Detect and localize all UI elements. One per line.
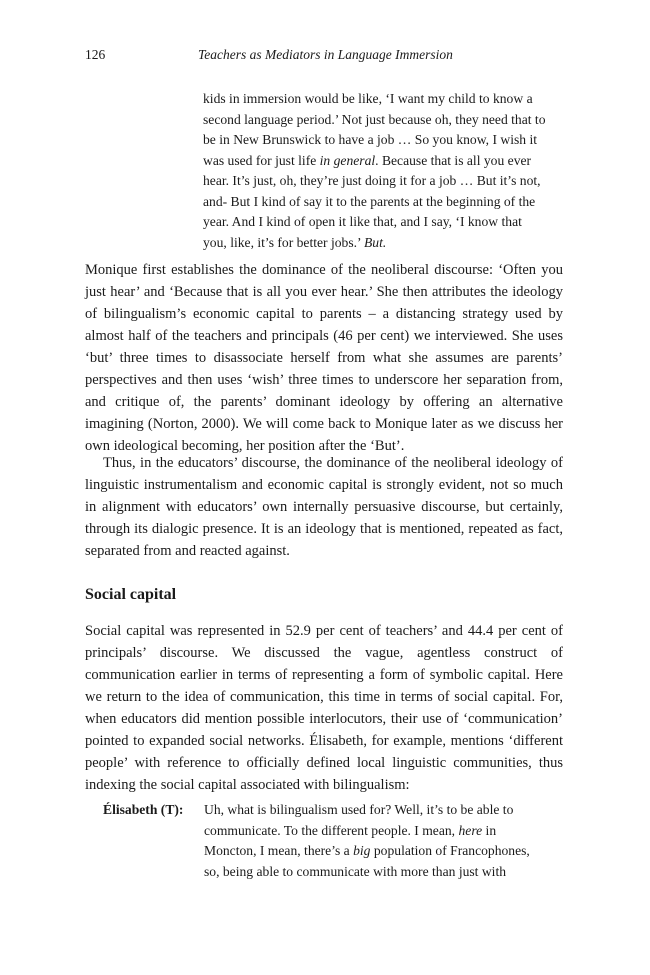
paragraph-text: Monique first establishes the dominance of the neoliberal discourse: ‘Often you just hear’ and ‘Because that is all you ever hear.’ She then attributes the ideology of bilingualism’s economic capital to parents – a distancing strategy used by almost half of the teachers and principals (46 per cent) we interviewed. She uses ‘but’ three times to disassociate herself from what she assumes are parents’ perspectives and then uses ‘wish’ three times to underscore her separation from, and critique of, the parents’ dominant ideology by offering an alternative imagining (Norton, 2000). We will come back to Monique later as we discuss her own ideological becoming, her position after the ‘But’. [85,262,563,454]
quote-text-part: kids in immersion would be like, ‘I want my child to know a second language period.’ Not just because oh, they need that to be in New Brunswick to have a job … So you know, I wish it was used for just life [203,91,546,168]
section-paragraph [85,620,563,796]
section-heading: Social capital [85,586,177,603]
running-title: Teachers as Mediators in Language Immersion [198,47,453,62]
quote-emphasis: in general [319,152,376,168]
utterance-part: in Moncton, I mean, there’s a [204,822,497,858]
page-number: 126 [85,47,106,62]
paragraph-text: Thus, in the educators’ discourse, the dominance of the neoliberal ideology of linguistic instrumentalism and economic capital is strongly evident, not so much in alignment with educators’ own internally persuasive discourse, but certainly, through its dialogic presence. It is an ideology that is mentioned, repeated as fact, separated from and reacted against. [85,455,563,559]
quote-emphasis: But. [363,234,387,250]
speaker-label: Élisabeth (T): [103,802,184,817]
paragraph-text: Social capital was represented in 52.9 per cent of teachers’ and 44.4 per cent of principals’ discourse. We discussed the vague, agentless construct of communication earlier in terms of representing a form of symbolic capital. Here we return to the idea of communication, this time in terms of social capital. For, when educators did mention possible interlocutors, their use of ‘communication’ pointed to expanded social networks. Élisabeth, for example, mentions ‘different people’ with reference to officially defined local linguistic communities, thus indexing the social capital associated with bilingualism: [85,623,563,793]
quote-text-part: . Because that is all you ever hear. It’s just, oh, they’re just doing it for a job … But it’s not, and- But I kind of say it to the parents at the beginning of the year. And I kind of open it like that, and I say, ‘I know that you, like, it’s for better jobs.’ [203,152,541,250]
body-paragraph-2 [85,452,563,562]
block-quote [203,89,548,253]
utterance-text [204,800,544,882]
utterance-part: Uh, what is bilingualism used for? Well, it’s to be able to communicate. To the different people. I mean, [204,802,514,838]
utterance-part: population of Francophones, so, being able to communicate with more than just with [204,843,530,879]
body-paragraph-1 [85,259,563,457]
utterance-emphasis: big [353,843,371,858]
utterance-emphasis: here [458,822,483,838]
block-quote-text [203,89,548,253]
